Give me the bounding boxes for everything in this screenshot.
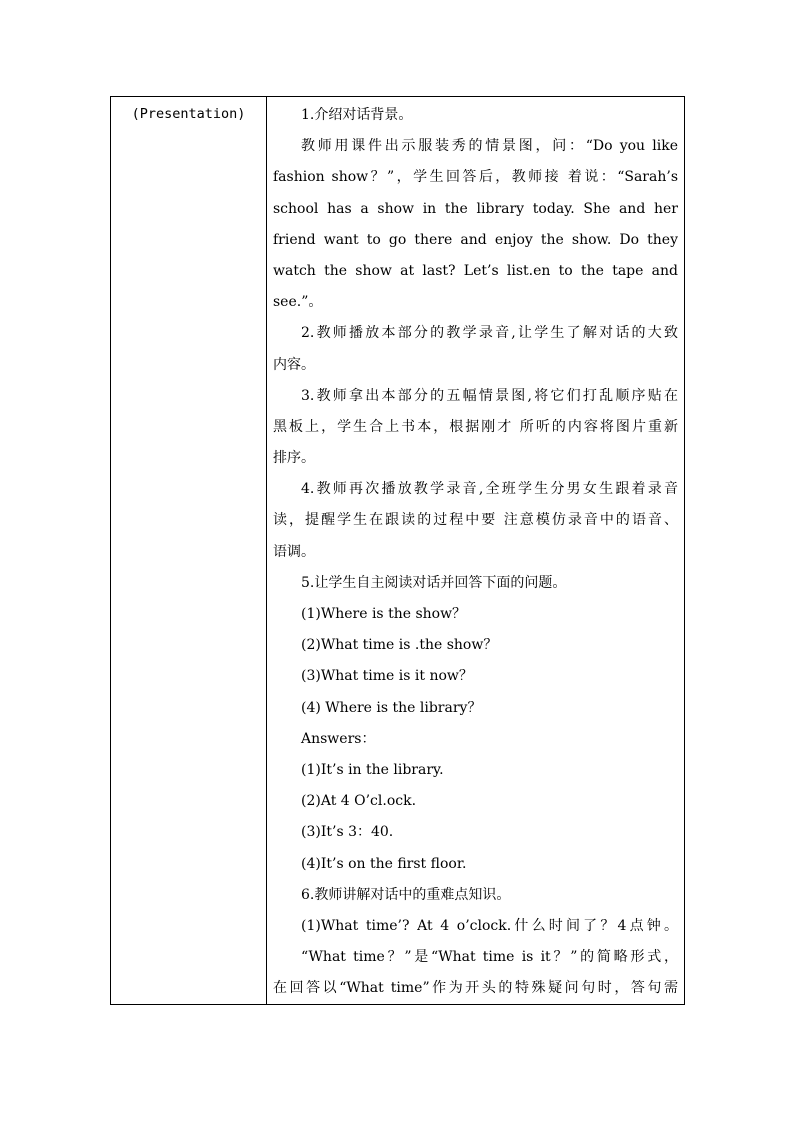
text-line: fashion show？”，学生回答后，教师接 着说：“Sarah’s — [273, 169, 678, 186]
text-line: (1)What time’? At 4 o’clock.什么时间了？4点钟。 — [301, 917, 678, 934]
text-line: 黑板上，学生合上书本，根据刚才 所听的内容将图片重新 — [273, 418, 678, 435]
procedure-content-cell — [267, 97, 685, 1005]
text-line: Answers： — [301, 730, 376, 747]
text-line: 读，提醒学生在跟读的过程中要 注意模仿录音中的语音、 — [273, 512, 678, 529]
text-line: 5.让学生自主阅读对话并回答下面的问题。 — [301, 574, 567, 591]
text-line: (4) Where is the library？ — [301, 699, 482, 716]
stage-label-cell — [111, 97, 267, 1005]
text-line: “What time？”是“What time is it？”的简略形式， — [301, 949, 678, 966]
text-line: 语调。 — [273, 543, 315, 560]
text-line: 排序。 — [273, 450, 315, 467]
text-line: friend want to go there and enjoy the show. Do they — [273, 231, 678, 248]
text-line: 6.教师讲解对话中的重难点知识。 — [301, 886, 511, 903]
procedure-text — [273, 100, 678, 1004]
text-line: 2.教师播放本部分的教学录音,让学生了解对话的大致 — [301, 325, 678, 342]
text-line: (3)What time is it now？ — [301, 668, 473, 685]
text-line: (2)What time is .the show？ — [301, 637, 498, 654]
text-line: (1)It’s in the library. — [301, 761, 444, 778]
text-line: 4.教师再次播放教学录音,全班学生分男女生跟着录音 — [301, 481, 678, 498]
text-line: school has a show in the library today. She and her — [273, 200, 678, 217]
text-line: 1.介绍对话背景。 — [301, 107, 413, 123]
text-line: 内容。 — [273, 356, 315, 373]
stage-label: (Presentation) — [131, 106, 246, 122]
text-line: see.”。 — [273, 294, 323, 311]
text-line: 在回答以“What time”作为开头的特殊疑问句时，答句需 — [273, 980, 678, 997]
text-line: 3.教师拿出本部分的五幅情景图,将它们打乱顺序贴在 — [301, 387, 678, 404]
text-line: (4)It’s on the first floor. — [301, 855, 467, 872]
lesson-plan-table — [110, 96, 685, 1005]
text-line: (2)At 4 O’cl.ock. — [301, 793, 417, 810]
text-line: watch the show at last? Let’s list.en to the tape and — [273, 262, 678, 279]
text-line: (3)It’s 3：40. — [301, 824, 394, 841]
table-row — [111, 97, 685, 1005]
text-line: 教师用课件出示服装秀的情景图，问：“Do you like — [301, 138, 678, 155]
text-line: (1)Where is the show？ — [301, 606, 467, 622]
